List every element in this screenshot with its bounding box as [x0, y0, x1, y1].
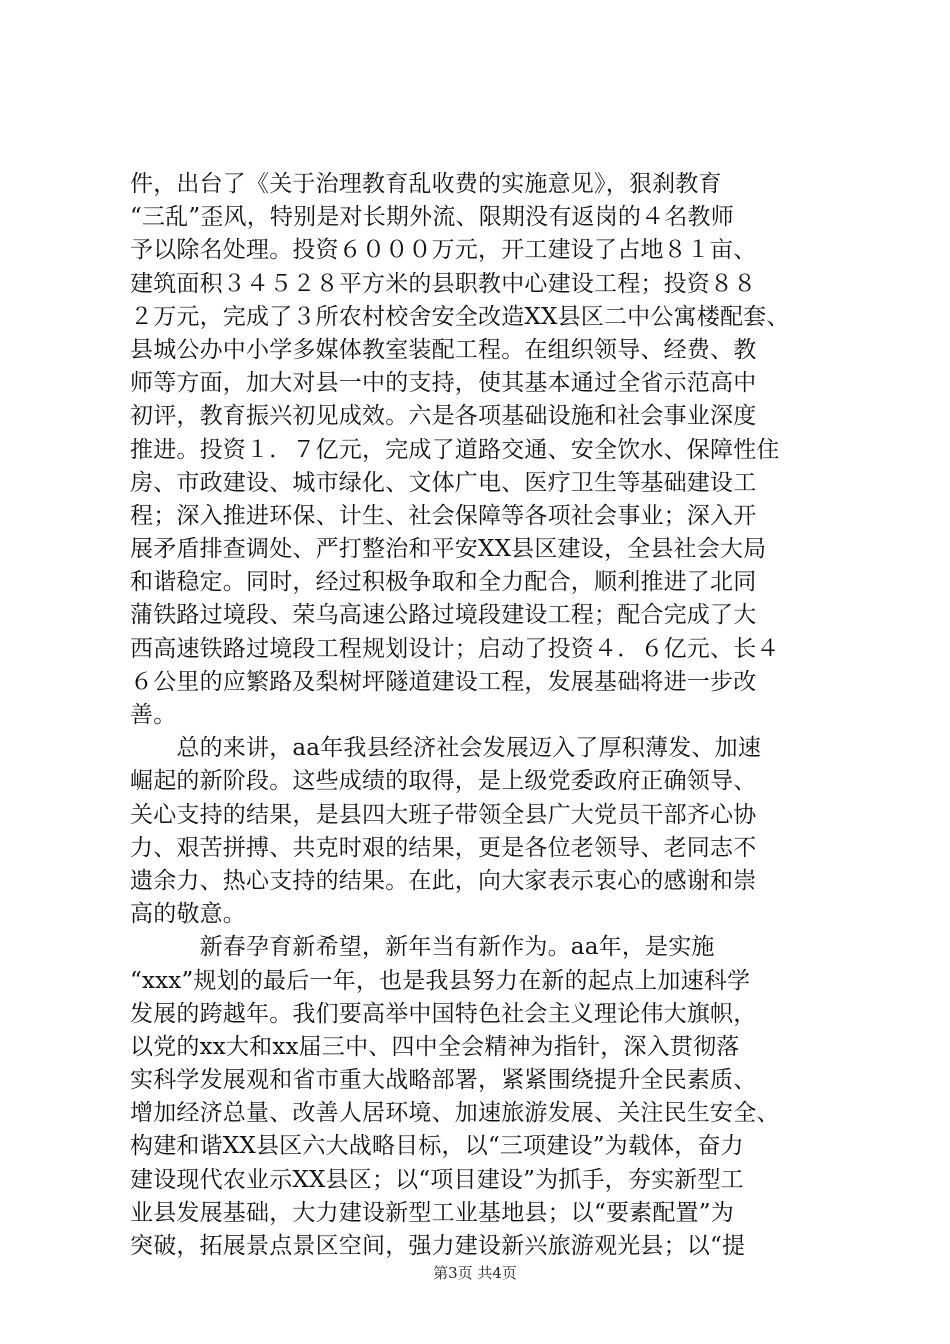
text-line: 和谐稳定。同时，经过积极争取和全力配合，顺利推进了北同	[130, 569, 757, 596]
text-line: 初评，教育振兴初见成效。六是各项基础设施和社会事业深度	[130, 403, 757, 430]
text-line: 实科学发展观和省市重大战略部署，紧紧围绕提升全民素质、	[130, 1067, 757, 1094]
text-line: 展矛盾排查调处、严打整治和平安XX县区建设，全县社会大局	[130, 536, 767, 563]
text-line: 蒲铁路过境段、荣乌高速公路过境段建设工程；配合完成了大	[130, 602, 757, 629]
text-line: 新春孕育新希望，新年当有新作为。aa年，是实施	[130, 934, 715, 961]
text-line: 突破，拓展景点景区空间，强力建设新兴旅游观光县；以“提	[130, 1233, 746, 1259]
text-line: ２万元，完成了３所农村校舍安全改造XX县区二中公寓楼配套、	[130, 303, 790, 330]
text-line: “三乱”歪风，特别是对长期外流、限期没有返岗的４名教师	[130, 204, 734, 231]
text-line: 程；深入推进环保、计生、社会保障等各项社会事业；深入开	[130, 502, 757, 529]
text-line: 构建和谐XX县区六大战略目标，以“三项建设”为载体，奋力	[130, 1133, 744, 1160]
text-line: 力、艰苦拼搏、共克时艰的结果，更是各位老领导、老同志不	[130, 834, 757, 861]
text-line: 增加经济总量、改善人居环境、加速旅游发展、关注民生安全、	[130, 1100, 780, 1127]
text-line: 师等方面，加大对县一中的支持，使其基本通过全省示范高中	[130, 370, 757, 397]
text-line: 高的敬意。	[130, 901, 246, 928]
text-line: 总的来讲，aa年我县经济社会发展迈入了厚积薄发、加速	[130, 735, 762, 762]
text-line: 西高速铁路过境段工程规划设计；启动了投资４．６亿元、长４	[130, 635, 780, 662]
text-line: 以党的xx大和xx届三中、四中全会精神为指针，深入贯彻落	[130, 1033, 740, 1060]
page-number-footer: 第3页 共4页	[433, 1264, 517, 1282]
text-line: 发展的跨越年。我们要高举中国特色社会主义理论伟大旗帜，	[130, 1000, 757, 1027]
text-line: 遗余力、热心支持的结果。在此，向大家表示衷心的感谢和崇	[130, 867, 757, 894]
text-line: 件，出台了《关于治理教育乱收费的实施意见》，狠刹教育	[130, 171, 722, 197]
text-line: “xxx”规划的最后一年，也是我县努力在新的起点上加速科学	[130, 967, 751, 994]
text-line: 推进。投资１．７亿元，完成了道路交通、安全饮水、保障性住	[130, 436, 780, 463]
text-line: 业县发展基础，大力建设新型工业基地县；以“要素配置”为	[130, 1199, 734, 1226]
text-line: 予以除名处理。投资６０００万元，开工建设了占地８１亩、	[130, 237, 757, 264]
text-line: 房、市政建设、城市绿化、文体广电、医疗卫生等基础建设工	[130, 469, 757, 496]
body-text	[130, 168, 830, 1263]
text-line: 县城公办中小学多媒体教室装配工程。在组织领导、经费、教	[130, 336, 757, 363]
text-line: 善。	[130, 702, 177, 728]
text-line: 关心支持的结果，是县四大班子带领全县广大党员干部齐心协	[130, 801, 757, 828]
text-line: 建筑面积３４５２８平方米的县职教中心建设工程；投资８８	[130, 270, 757, 297]
text-line: ６公里的应繁路及梨树坪隧道建设工程，发展基础将进一步改	[130, 668, 757, 695]
text-line: 建设现代农业示XX县区；以“项目建设”为抓手，夯实新型工	[130, 1166, 744, 1193]
text-line: 崛起的新阶段。这些成绩的取得，是上级党委政府正确领导、	[130, 768, 757, 795]
